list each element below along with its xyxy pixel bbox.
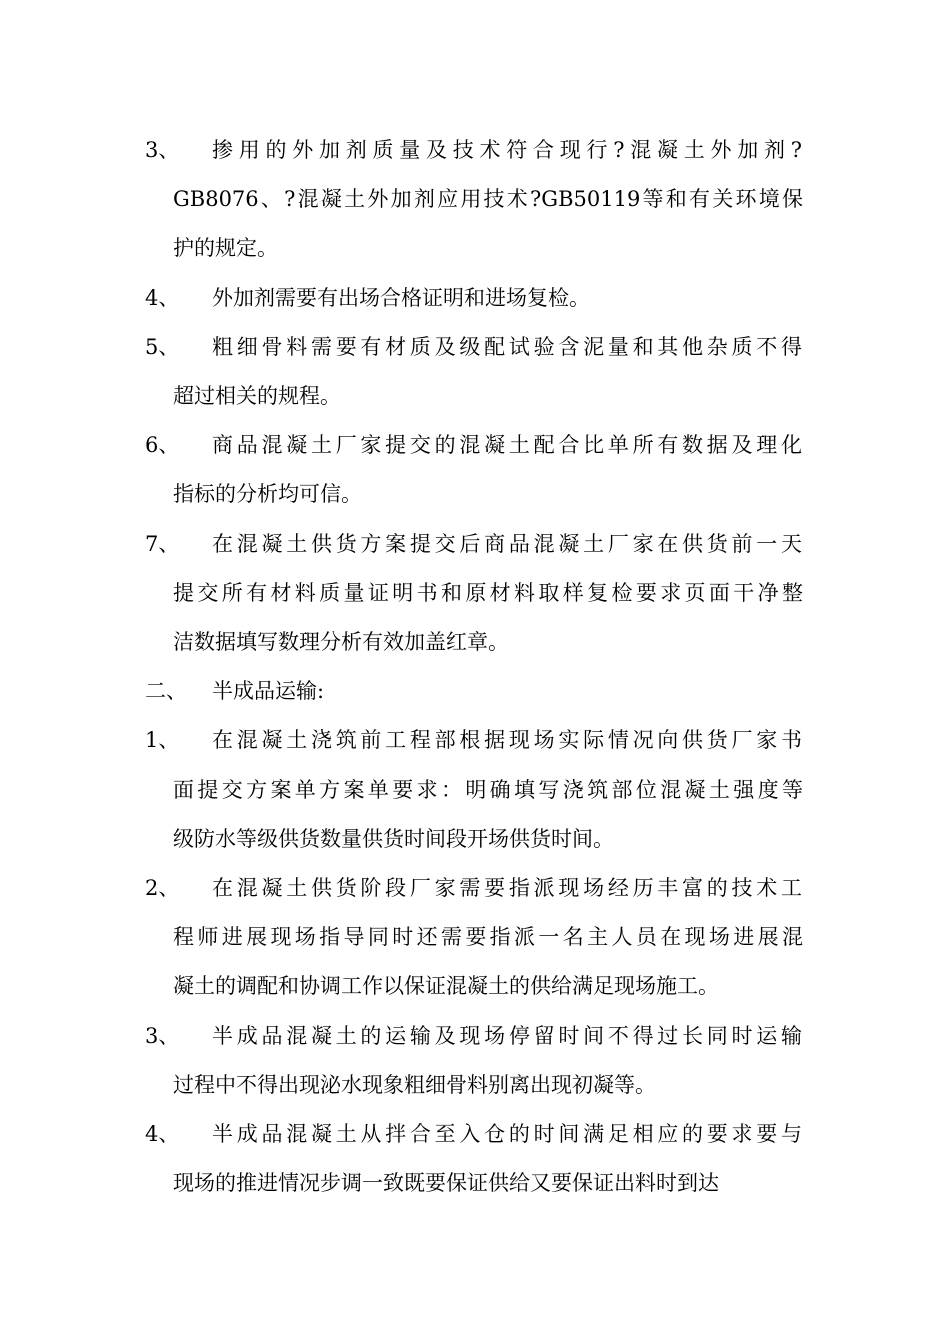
list-item-number: 6、 (145, 433, 180, 458)
list-item-number: 7、 (145, 531, 180, 556)
paragraph-line: 护的规定。 (173, 236, 278, 261)
paragraph-line: 掺用的外加剂质量及技术符合现行?混凝土外加剂? (212, 138, 802, 162)
paragraph-line: 在混凝土供货方案提交后商品混凝土厂家在供货前一天 (212, 531, 802, 556)
paragraph-line: 指标的分析均可信。 (173, 482, 362, 507)
list-item-number: 3、 (145, 1023, 180, 1048)
paragraph-line: 面提交方案单方案单要求：明确填写浇筑部位混凝土强度等 (173, 777, 803, 802)
paragraph-line: 粗细骨料需要有材质及级配试验含泥量和其他杂质不得 (212, 334, 802, 359)
paragraph-line: 商品混凝土厂家提交的混凝土配合比单所有数据及理化 (212, 433, 802, 458)
paragraph-line: 外加剂需要有出场合格证明和进场复检。 (212, 285, 590, 310)
paragraph-line: GB8076、?混凝土外加剂应用技术?GB50119等和有关环境保 (173, 187, 803, 212)
list-item-number: 二、 (145, 679, 187, 704)
paragraph-line: 程师进展现场指导同时还需要指派一名主人员在现场进展混 (173, 925, 803, 950)
list-item-number: 4、 (145, 1122, 180, 1146)
paragraph-line: 半成品混凝土的运输及现场停留时间不得过长同时运输 (212, 1023, 802, 1048)
paragraph-line: 凝土的调配和协调工作以保证混凝土的供给满足现场施工。 (173, 974, 719, 999)
list-item-number: 3、 (145, 138, 180, 162)
list-item-number: 4、 (145, 285, 180, 310)
paragraph-line: 提交所有材料质量证明书和原材料取样复检要求页面干净整 (173, 580, 803, 605)
paragraph-line: 过程中不得出现泌水现象粗细骨料别离出现初凝等。 (173, 1072, 656, 1097)
paragraph-line: 在混凝土供货阶段厂家需要指派现场经历丰富的技术工 (212, 876, 802, 900)
paragraph-line: 现场的推进情况步调一致既要保证供给又要保证出料时到达 (173, 1171, 719, 1196)
paragraph-line: 级防水等级供货数量供货时间段开场供货时间。 (173, 826, 614, 851)
paragraph-line: 洁数据填写数理分析有效加盖红章。 (173, 629, 509, 654)
list-item-number: 1、 (145, 728, 180, 753)
paragraph-line: 超过相关的规程。 (173, 383, 341, 408)
list-item-number: 2、 (145, 876, 180, 900)
list-item-number: 5、 (145, 334, 180, 359)
paragraph-line: 半成品混凝土从拌合至入仓的时间满足相应的要求要与 (212, 1122, 802, 1146)
paragraph-line: 在混凝土浇筑前工程部根据现场实际情况向供货厂家书 (212, 728, 802, 753)
paragraph-line: 半成品运输: (212, 679, 325, 704)
